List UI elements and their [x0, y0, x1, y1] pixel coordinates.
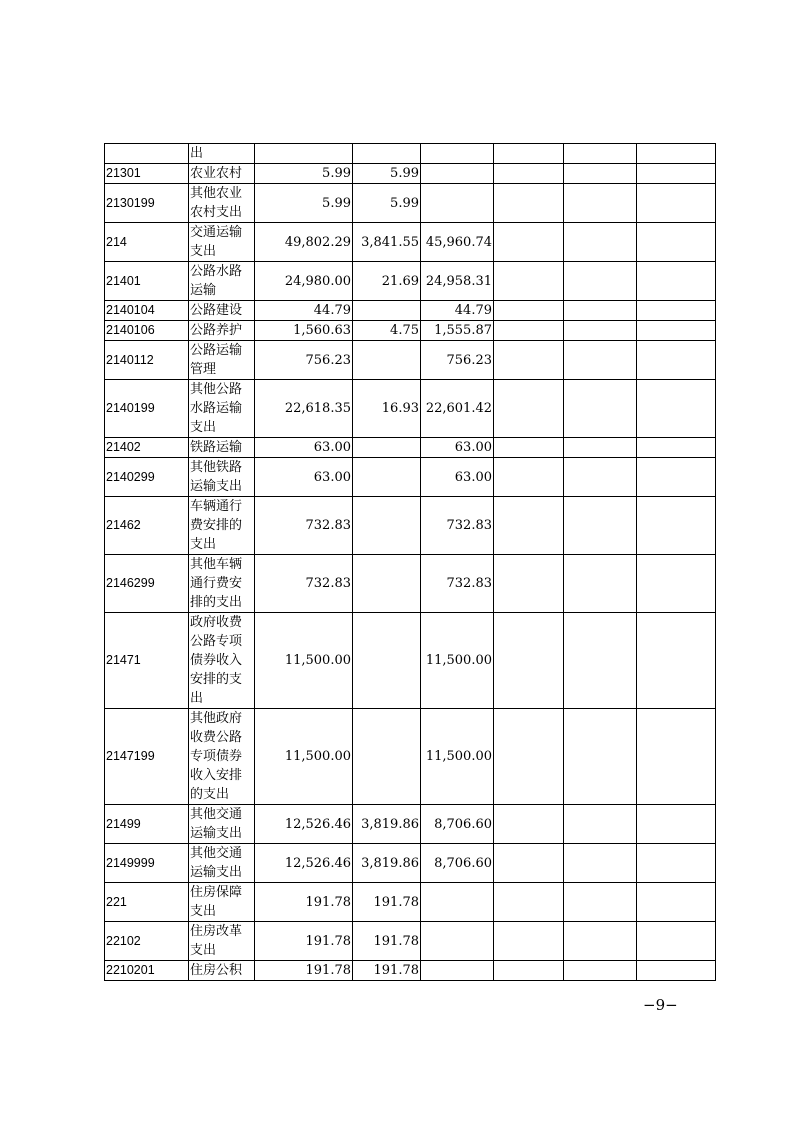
cell-col5: [564, 922, 637, 961]
cell-col6: [637, 341, 716, 380]
cell-basic: 5.99: [353, 184, 421, 223]
cell-name: 住房保障支出: [189, 883, 255, 922]
cell-name: 其他交通运输支出: [189, 844, 255, 883]
table-row: [105, 223, 716, 262]
cell-col5: [564, 144, 637, 164]
cell-code: 2147199: [105, 709, 189, 805]
cell-col5: [564, 497, 637, 555]
cell-name: 其他铁路运输支出: [189, 458, 255, 497]
cell-total: 49,802.29: [255, 223, 353, 262]
cell-col5: [564, 883, 637, 922]
cell-col6: [637, 555, 716, 613]
cell-col5: [564, 184, 637, 223]
cell-code: 2130199: [105, 184, 189, 223]
table-row: [105, 497, 716, 555]
cell-basic: 3,819.86: [353, 805, 421, 844]
cell-col4: [494, 613, 564, 709]
cell-basic: [353, 458, 421, 497]
cell-col6: [637, 844, 716, 883]
cell-total: 732.83: [255, 555, 353, 613]
cell-col4: [494, 262, 564, 301]
cell-total: 22,618.35: [255, 380, 353, 438]
cell-project: 45,960.74: [421, 223, 494, 262]
cell-project: [421, 961, 494, 981]
table-row: [105, 380, 716, 438]
cell-total: 191.78: [255, 922, 353, 961]
cell-code: 21401: [105, 262, 189, 301]
cell-project: 732.83: [421, 497, 494, 555]
cell-name: 公路养护: [189, 321, 255, 341]
cell-name: 农业农村: [189, 164, 255, 184]
cell-col4: [494, 805, 564, 844]
cell-code: 21301: [105, 164, 189, 184]
cell-col6: [637, 380, 716, 438]
cell-col5: [564, 262, 637, 301]
cell-total: 1,560.63: [255, 321, 353, 341]
table-row: [105, 341, 716, 380]
cell-code: [105, 144, 189, 164]
table-row: [105, 555, 716, 613]
cell-code: 21471: [105, 613, 189, 709]
cell-basic: [353, 497, 421, 555]
cell-basic: 3,841.55: [353, 223, 421, 262]
cell-project: 8,706.60: [421, 844, 494, 883]
cell-col5: [564, 961, 637, 981]
cell-col5: [564, 223, 637, 262]
cell-project: [421, 883, 494, 922]
table-row: [105, 961, 716, 981]
cell-col4: [494, 321, 564, 341]
cell-basic: 191.78: [353, 961, 421, 981]
cell-col5: [564, 438, 637, 458]
cell-name: 公路水路运输: [189, 262, 255, 301]
cell-project: [421, 922, 494, 961]
cell-basic: 21.69: [353, 262, 421, 301]
cell-col5: [564, 805, 637, 844]
cell-col6: [637, 144, 716, 164]
cell-col4: [494, 883, 564, 922]
cell-col4: [494, 844, 564, 883]
cell-name: 政府收费公路专项债券收入安排的支出: [189, 613, 255, 709]
cell-col5: [564, 301, 637, 321]
cell-project: 8,706.60: [421, 805, 494, 844]
cell-total: 12,526.46: [255, 805, 353, 844]
cell-name: 车辆通行费安排的支出: [189, 497, 255, 555]
cell-code: 22102: [105, 922, 189, 961]
cell-name: 其他公路水路运输支出: [189, 380, 255, 438]
cell-total: 11,500.00: [255, 709, 353, 805]
cell-total: 12,526.46: [255, 844, 353, 883]
cell-col4: [494, 438, 564, 458]
cell-project: 63.00: [421, 458, 494, 497]
cell-col4: [494, 961, 564, 981]
cell-col6: [637, 883, 716, 922]
cell-basic: [353, 613, 421, 709]
cell-col6: [637, 961, 716, 981]
table-row: [105, 709, 716, 805]
cell-col6: [637, 184, 716, 223]
table-row: [105, 438, 716, 458]
cell-code: 2210201: [105, 961, 189, 981]
table-row: [105, 922, 716, 961]
cell-total: 5.99: [255, 164, 353, 184]
cell-code: 2140104: [105, 301, 189, 321]
cell-code: 21499: [105, 805, 189, 844]
cell-col6: [637, 438, 716, 458]
cell-project: [421, 144, 494, 164]
cell-code: 21402: [105, 438, 189, 458]
table-row: [105, 883, 716, 922]
cell-basic: 4.75: [353, 321, 421, 341]
cell-col4: [494, 184, 564, 223]
cell-basic: [353, 341, 421, 380]
cell-basic: [353, 301, 421, 321]
cell-col6: [637, 262, 716, 301]
cell-basic: 5.99: [353, 164, 421, 184]
cell-name: 住房改革支出: [189, 922, 255, 961]
page-number: −9−: [643, 996, 678, 1014]
cell-total: 24,980.00: [255, 262, 353, 301]
cell-basic: 191.78: [353, 883, 421, 922]
cell-basic: [353, 555, 421, 613]
cell-code: 21462: [105, 497, 189, 555]
cell-col4: [494, 223, 564, 262]
cell-col4: [494, 164, 564, 184]
cell-code: 2149999: [105, 844, 189, 883]
cell-name: 其他农业农村支出: [189, 184, 255, 223]
cell-code: 214: [105, 223, 189, 262]
cell-code: 2140112: [105, 341, 189, 380]
cell-col6: [637, 922, 716, 961]
cell-col5: [564, 164, 637, 184]
cell-col4: [494, 341, 564, 380]
cell-col5: [564, 458, 637, 497]
cell-col5: [564, 380, 637, 438]
cell-code: 2140106: [105, 321, 189, 341]
cell-basic: 3,819.86: [353, 844, 421, 883]
cell-name: 其他车辆通行费安排的支出: [189, 555, 255, 613]
cell-total: 63.00: [255, 438, 353, 458]
table-body: [105, 144, 716, 981]
cell-total: 11,500.00: [255, 613, 353, 709]
cell-col5: [564, 709, 637, 805]
cell-col5: [564, 341, 637, 380]
table-row: [105, 805, 716, 844]
cell-code: 2140199: [105, 380, 189, 438]
cell-total: 756.23: [255, 341, 353, 380]
cell-basic: [353, 438, 421, 458]
cell-col6: [637, 613, 716, 709]
table-row: [105, 262, 716, 301]
cell-project: 11,500.00: [421, 709, 494, 805]
table-row: [105, 301, 716, 321]
cell-code: 2140299: [105, 458, 189, 497]
cell-project: 63.00: [421, 438, 494, 458]
cell-basic: [353, 144, 421, 164]
cell-project: [421, 164, 494, 184]
cell-col4: [494, 922, 564, 961]
cell-basic: [353, 709, 421, 805]
cell-total: 191.78: [255, 961, 353, 981]
cell-col4: [494, 555, 564, 613]
cell-name: 其他政府收费公路专项债券收入安排的支出: [189, 709, 255, 805]
cell-project: [421, 184, 494, 223]
cell-col4: [494, 144, 564, 164]
cell-name: 铁路运输: [189, 438, 255, 458]
cell-col4: [494, 458, 564, 497]
cell-col6: [637, 321, 716, 341]
cell-col4: [494, 380, 564, 438]
cell-project: 24,958.31: [421, 262, 494, 301]
table-row: [105, 184, 716, 223]
cell-basic: 191.78: [353, 922, 421, 961]
cell-name: 交通运输支出: [189, 223, 255, 262]
table-row: [105, 844, 716, 883]
cell-total: 63.00: [255, 458, 353, 497]
cell-project: 11,500.00: [421, 613, 494, 709]
table-row: [105, 613, 716, 709]
cell-name: 出: [189, 144, 255, 164]
cell-code: 2146299: [105, 555, 189, 613]
cell-project: 756.23: [421, 341, 494, 380]
budget-table: [104, 143, 716, 981]
cell-col4: [494, 301, 564, 321]
cell-col6: [637, 458, 716, 497]
cell-project: 22,601.42: [421, 380, 494, 438]
cell-col5: [564, 613, 637, 709]
cell-col4: [494, 497, 564, 555]
table-row: [105, 164, 716, 184]
cell-col6: [637, 301, 716, 321]
cell-name: 住房公积: [189, 961, 255, 981]
cell-col6: [637, 805, 716, 844]
cell-col5: [564, 844, 637, 883]
cell-name: 公路建设: [189, 301, 255, 321]
cell-total: 5.99: [255, 184, 353, 223]
cell-col6: [637, 497, 716, 555]
table-row: [105, 144, 716, 164]
cell-col6: [637, 709, 716, 805]
cell-col6: [637, 223, 716, 262]
cell-total: 44.79: [255, 301, 353, 321]
cell-col6: [637, 164, 716, 184]
cell-name: 公路运输管理: [189, 341, 255, 380]
cell-total: 191.78: [255, 883, 353, 922]
cell-project: 44.79: [421, 301, 494, 321]
cell-name: 其他交通运输支出: [189, 805, 255, 844]
table-row: [105, 458, 716, 497]
cell-total: 732.83: [255, 497, 353, 555]
cell-basic: 16.93: [353, 380, 421, 438]
cell-project: 1,555.87: [421, 321, 494, 341]
cell-project: 732.83: [421, 555, 494, 613]
cell-total: [255, 144, 353, 164]
cell-col4: [494, 709, 564, 805]
cell-code: 221: [105, 883, 189, 922]
table-row: [105, 321, 716, 341]
cell-col5: [564, 555, 637, 613]
cell-col5: [564, 321, 637, 341]
